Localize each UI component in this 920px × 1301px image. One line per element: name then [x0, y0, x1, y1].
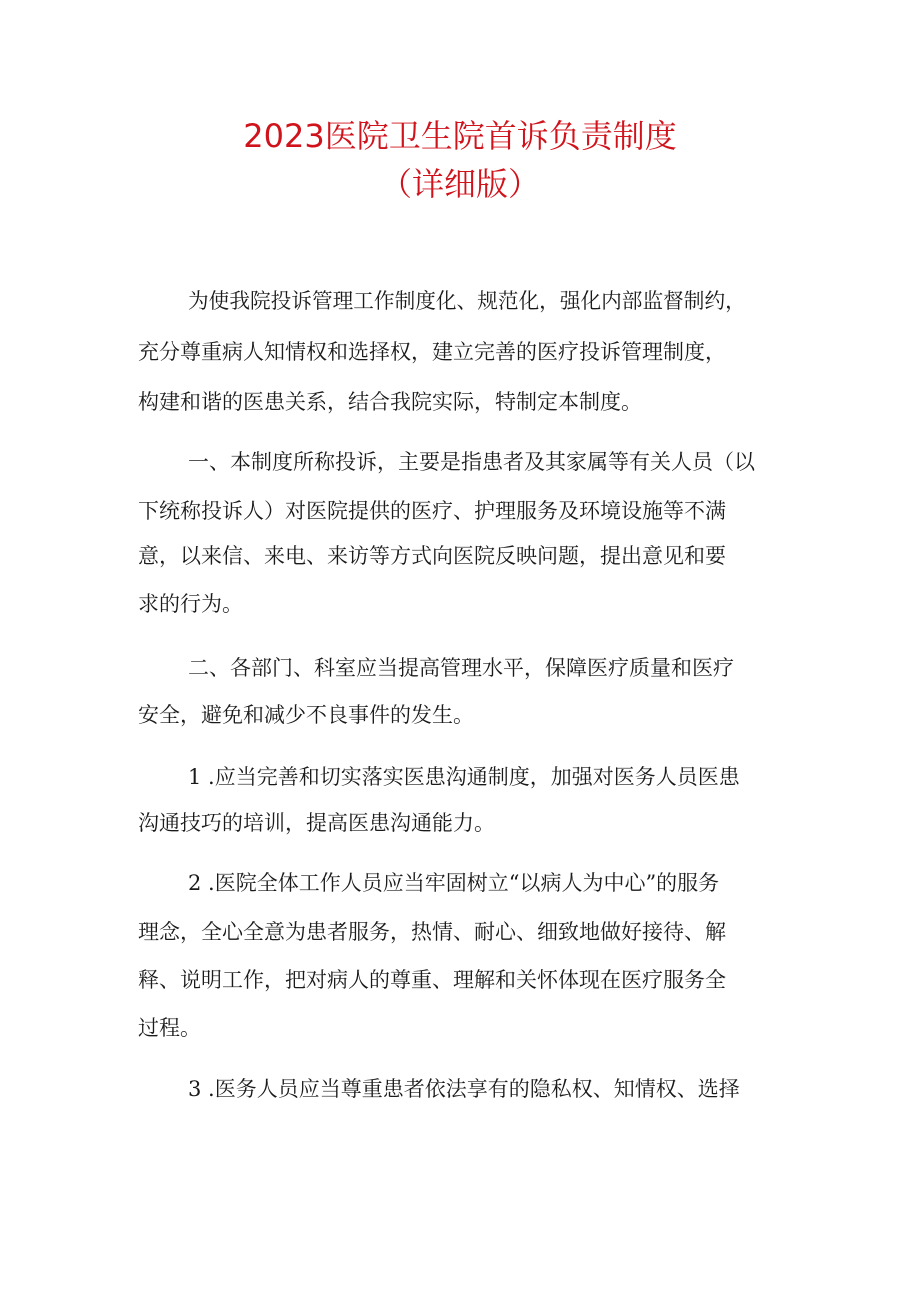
paragraph-line: 二、各部门、科室应当提高管理水平，保障医疗质量和医疗 — [188, 656, 734, 680]
document-title: 2023医院卫生院首诉负责制度 — [243, 117, 677, 155]
paragraph-line: 理念，全心全意为患者服务，热情、耐心、细致地做好接待、解 — [138, 920, 726, 944]
paragraph-line: 充分尊重病人知情权和选择权，建立完善的医疗投诉管理制度， — [138, 340, 726, 364]
paragraph-line: 一、本制度所称投诉，主要是指患者及其家属等有关人员（以 — [188, 450, 755, 474]
paragraph-line: 过程。 — [138, 1016, 201, 1040]
paragraph-line: 构建和谐的医患关系，结合我院实际，特制定本制度。 — [138, 390, 642, 414]
paragraph-line: 3 .医务人员应当尊重患者依法享有的隐私权、知情权、选择 — [188, 1077, 740, 1101]
paragraph-line: 沟通技巧的培训，提高医患沟通能力。 — [138, 811, 495, 835]
paragraph-line: 2 .医院全体工作人员应当牢固树立“以病人为中心”的服务 — [188, 871, 720, 895]
paragraph-line: 意，以来信、来电、来访等方式向医院反映问题，提出意见和要 — [138, 544, 726, 568]
paragraph-line: 为使我院投诉管理工作制度化、规范化，强化内部监督制约， — [188, 289, 746, 313]
paragraph-line: 释、说明工作，把对病人的尊重、理解和关怀体现在医疗服务全 — [138, 968, 726, 992]
document-subtitle: （详细版） — [379, 165, 540, 203]
paragraph-line: 安全，避免和减少不良事件的发生。 — [138, 703, 474, 727]
paragraph-line: 求的行为。 — [138, 592, 243, 616]
paragraph-line: 下统称投诉人）对医院提供的医疗、护理服务及环境设施等不满 — [138, 499, 726, 523]
paragraph-line: 1 .应当完善和切实落实医患沟通制度，加强对医务人员医患 — [188, 765, 740, 789]
